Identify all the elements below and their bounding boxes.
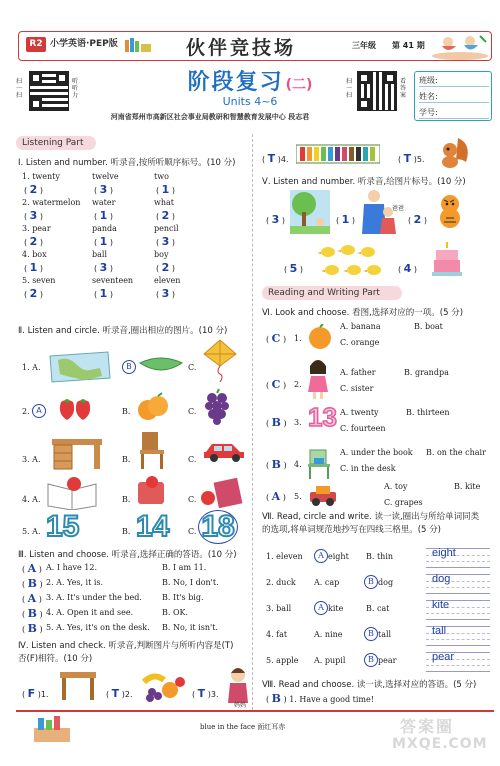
qr-left[interactable] xyxy=(30,72,68,110)
header-brand: 伙伴竞技场 xyxy=(186,37,297,59)
writing-lines[interactable]: dog xyxy=(426,572,490,596)
s1-row-3: 3. pear panda pencil ( 2 ) ( 1 ) ( 3 ) xyxy=(22,224,179,248)
s2-r3-b: B. xyxy=(122,455,131,464)
s3-list xyxy=(22,562,248,637)
s3-title: Ⅲ. Listen and choose. 听录音,选择正确的答语。(10 分) xyxy=(18,550,237,560)
s1-word-c: two xyxy=(154,172,169,181)
grapes-image[interactable] xyxy=(202,388,232,426)
s3-ans[interactable]: ( A ) xyxy=(22,562,42,575)
s2-r2-label: 2. xyxy=(22,407,30,416)
s8-row-1: ( B ) 1. Have a good time! xyxy=(266,692,374,705)
s8-title: Ⅷ. Read and choose. 读一读,选择对应的答语。(5 分) xyxy=(262,680,477,690)
name-field[interactable]: 姓名: xyxy=(419,91,489,103)
s2-r2-b: B. xyxy=(122,407,131,416)
s2-r2-c: C. xyxy=(188,407,197,416)
number-18[interactable]: 18 xyxy=(198,510,238,544)
s1-ans-a[interactable]: ( 2 ) xyxy=(24,235,43,248)
s7-circle-b[interactable]: B xyxy=(364,575,378,589)
s2-title: Ⅱ. Listen and circle. 听录音,圈出相应的图片。(10 分) xyxy=(18,326,228,336)
s5-ans-1[interactable]: ( 3 ) xyxy=(266,213,285,226)
writing-lines[interactable]: eight xyxy=(426,546,490,570)
tree-scene-image xyxy=(290,190,330,234)
s2-r5-c: C. xyxy=(188,527,197,536)
s5-ans-5[interactable]: ( 4 ) xyxy=(398,262,417,275)
girl-picture xyxy=(306,358,330,400)
toy-car-picture xyxy=(306,484,340,508)
s7-row-4: 4. fat A. nine B tall tall xyxy=(266,624,496,650)
apple-book-image[interactable] xyxy=(198,476,244,508)
s1-ans-c[interactable]: ( 3 ) xyxy=(156,287,175,300)
s2-r1-circle-b[interactable]: B xyxy=(122,360,136,374)
cake-image xyxy=(432,240,462,278)
bag-image[interactable] xyxy=(136,474,166,506)
author-line: 河南省郑州市高新区社会事业局教研和智慧教育发展中心 段志君 xyxy=(110,113,310,121)
footer-site: MXQE.COM xyxy=(392,736,488,752)
number-15[interactable]: 15 xyxy=(46,510,80,543)
s1-row-1 xyxy=(22,172,247,198)
s7-block xyxy=(266,540,496,676)
s3-row-2: ( B ) 2. A. Yes, it is. B. No, I don't. xyxy=(22,577,219,590)
s7-title: Ⅶ. Read, circle and write. 读一读,圈出与所给单词同类 xyxy=(262,512,480,522)
s6-ans[interactable]: ( C ) xyxy=(266,332,287,345)
s1-word-b: twelve xyxy=(92,172,119,181)
s7-circle-a[interactable]: A xyxy=(314,601,328,615)
number-14[interactable]: 14 xyxy=(136,510,170,543)
header-badge: R2 xyxy=(26,37,46,52)
header-series: 小学英语·PEP版 xyxy=(50,39,118,49)
s2-r5-b: B. xyxy=(122,527,131,536)
s2-r3-c: C. xyxy=(188,455,197,464)
s3-row-4: ( B ) 4. A. Open it and see. B. OK. xyxy=(22,607,189,620)
class-field[interactable]: 班级: xyxy=(419,75,489,87)
desk-image[interactable] xyxy=(50,435,104,471)
crayons-image xyxy=(296,143,380,165)
s6-row-5: ( A ) 5. A. toy B. kite C. grapes xyxy=(266,482,481,507)
s3-row-5: ( B ) 5. A. Yes, it's on the desk. B. No, it isn't. xyxy=(22,622,218,635)
ducks-image xyxy=(318,240,382,280)
orange-picture xyxy=(306,324,334,350)
s6-ans[interactable]: ( B ) xyxy=(266,458,287,471)
listening-part-label: Listening Part xyxy=(16,136,96,150)
chair-image[interactable] xyxy=(138,430,166,470)
s1-word-a: twenty xyxy=(32,172,60,181)
s6-row-2: ( C ) 2. A. father B. grandpa C. sister xyxy=(266,356,496,400)
s1-ans-b[interactable]: ( 1 ) xyxy=(94,287,113,300)
header-books-icon xyxy=(124,38,152,52)
s5-ans-3[interactable]: ( 2 ) xyxy=(408,213,427,226)
father-child-image xyxy=(360,188,398,236)
footer-watermark: 答案圈 xyxy=(400,717,455,736)
s5-ans-4[interactable]: ( 5 ) xyxy=(284,262,303,275)
s1-ans-c[interactable]: ( 2 ) xyxy=(156,209,175,222)
s2-r4-b: B. xyxy=(122,495,131,504)
page-title-main: 阶段复习 xyxy=(187,70,284,95)
s6-row-4: ( B ) 4. A. under the book B. on the chair C. in the desk xyxy=(266,444,496,480)
dad-label: 爸爸 xyxy=(392,205,405,212)
s1-ans-b[interactable]: ( 1 ) xyxy=(94,209,113,222)
header-kids-illustration xyxy=(430,32,490,60)
s3-ans[interactable]: ( A ) xyxy=(22,592,42,605)
header-grade: 三年级 xyxy=(352,41,376,50)
s1-ans-a[interactable]: ( 1 ) xyxy=(24,261,43,274)
s1-title: Ⅰ. Listen and number. 听录音,按所听顺序标号。(10 分) xyxy=(18,158,236,168)
s4-item-3[interactable]: ( T )3. xyxy=(192,687,219,700)
footer-book-icon xyxy=(32,716,72,744)
page-title-part: (二) xyxy=(285,77,313,93)
units-subtitle: Units 4~6 xyxy=(222,95,278,108)
s7-row-3: 3. ball A kite B. cat kite xyxy=(266,598,496,624)
column-divider xyxy=(252,134,253,710)
kite-image[interactable] xyxy=(202,338,238,382)
s3-ans[interactable]: ( B ) xyxy=(22,577,43,590)
orange-image[interactable] xyxy=(136,392,170,424)
page-title xyxy=(150,65,350,96)
s7-circle-b[interactable]: B xyxy=(364,653,378,667)
s3-ans[interactable]: ( B ) xyxy=(22,607,43,620)
s4-item-5[interactable]: ( T )5. xyxy=(398,152,425,165)
s7-row-1: 1. eleven A eight B. thin eight xyxy=(266,546,496,572)
book-apple-image[interactable] xyxy=(44,474,100,510)
s6-title: Ⅵ. Look and choose. 看图,选择对应的一项。(5 分) xyxy=(262,308,464,318)
s6-ans[interactable]: ( C ) xyxy=(266,378,287,391)
s1-ans-c[interactable]: ( 2 ) xyxy=(156,261,175,274)
qr-right[interactable] xyxy=(358,72,396,110)
mama-label: 妈妈 xyxy=(234,702,247,709)
s6-ans[interactable]: ( B ) xyxy=(266,416,287,429)
s2-r4-c: C. xyxy=(188,495,197,504)
s1-ans-a[interactable]: ( 2 ) xyxy=(24,183,43,196)
s2-r2-circle-a[interactable]: A xyxy=(32,404,46,418)
s1-row-5: 5. seven seventeen eleven ( 2 ) ( 1 ) ( 3 ) xyxy=(22,276,181,300)
writing-lines[interactable]: kite xyxy=(426,598,490,622)
s7-row-2: 2. duck A. cap B dog dog xyxy=(266,572,496,598)
s4-item-4[interactable]: ( T )4. xyxy=(262,152,289,165)
map-image[interactable] xyxy=(48,350,112,384)
reading-part-label: Reading and Writing Part xyxy=(262,286,402,300)
car-image[interactable] xyxy=(202,438,246,462)
s3-ans[interactable]: ( B ) xyxy=(22,622,43,635)
s4-title: Ⅳ. Listen and check. 听录音,判断图片与所听内容是(T) xyxy=(18,641,234,651)
student-info-box xyxy=(414,71,492,121)
s2-r4-label: 4. A. xyxy=(22,495,41,504)
qr-left-label: 扫一扫 xyxy=(16,78,23,99)
table-image xyxy=(58,668,98,702)
writing-lines[interactable]: pear xyxy=(426,650,490,674)
s1-ans-c[interactable]: ( 1 ) xyxy=(156,183,175,196)
mother-image xyxy=(226,665,250,705)
s7-circle-b[interactable]: B xyxy=(364,627,378,641)
s5-title: Ⅴ. Listen and number. 听录音,给图片标号。(10 分) xyxy=(262,177,466,187)
qr-right-label: 扫一扫 xyxy=(346,78,353,99)
s6-block xyxy=(266,318,496,508)
s1-ans-b[interactable]: ( 3 ) xyxy=(94,261,113,274)
s8-ans[interactable]: ( B ) xyxy=(266,692,287,705)
s6-row-3: ( B ) 3. 13 A. twenty B. thirteen C. fourteen xyxy=(266,402,450,433)
writing-lines[interactable]: tall xyxy=(426,624,490,648)
header-issue: 第 41 期 xyxy=(392,41,425,50)
s7-title-2: 的选项,将单词规范地抄写在四线三格里。(5 分) xyxy=(262,525,441,535)
s1-ans-a[interactable]: ( 2 ) xyxy=(24,287,43,300)
chair-book-picture xyxy=(306,446,332,480)
s1-ans-b[interactable]: ( 1 ) xyxy=(94,235,113,248)
s2-r1-c: C. xyxy=(188,363,197,372)
s3-row-3: ( A ) 3. A. It's under the bed. B. It's big. xyxy=(22,592,204,605)
s4-item-1[interactable]: ( F )1. xyxy=(22,687,49,700)
s1-row-4: 4. box ball boy ( 1 ) ( 3 ) ( 2 ) xyxy=(22,250,175,274)
s1-row-2: 2. watermelon water what ( 3 ) ( 1 ) ( 2 ) xyxy=(22,198,175,222)
footer-idiom: blue in the face 面红耳赤 xyxy=(200,723,286,731)
s7-row-5: 5. apple A. pupil B pear pear xyxy=(266,650,496,676)
s6-row-1: ( C ) 1. A. banana B. boat C. orange xyxy=(266,318,496,354)
id-field[interactable]: 学号: xyxy=(419,107,489,119)
s4-title-2: 否(F)相符。(10 分) xyxy=(18,654,93,664)
s1-grid xyxy=(22,172,247,302)
s2-r5-label: 5. A. xyxy=(22,527,41,536)
s5-ans-2[interactable]: ( 1 ) xyxy=(336,213,355,226)
tiger-image xyxy=(432,192,468,230)
boat-image[interactable] xyxy=(138,355,184,377)
s7-circle-a[interactable]: A xyxy=(314,549,328,563)
strawberry-image[interactable] xyxy=(55,396,97,422)
qr-left-label2: 听听力 xyxy=(72,78,79,99)
qr-right-label2: 看答案 xyxy=(400,78,407,99)
fruits-image xyxy=(140,668,186,704)
squirrel-image xyxy=(436,134,472,170)
s6-ans[interactable]: ( A ) xyxy=(266,490,286,503)
number-13-picture: 13 xyxy=(308,402,337,432)
s1-ans-b[interactable]: ( 3 ) xyxy=(94,183,113,196)
s2-r3-label: 3. A. xyxy=(22,455,41,464)
s1-ans-c[interactable]: ( 3 ) xyxy=(156,235,175,248)
s1-ans-a[interactable]: ( 3 ) xyxy=(24,209,43,222)
s4-item-2[interactable]: ( T )2. xyxy=(106,687,133,700)
s1-num: 1. xyxy=(22,172,30,181)
s2-r1-label: 1. A. xyxy=(22,363,41,372)
s3-row-1: ( A ) A. I have 12. B. I am 11. xyxy=(22,562,207,575)
